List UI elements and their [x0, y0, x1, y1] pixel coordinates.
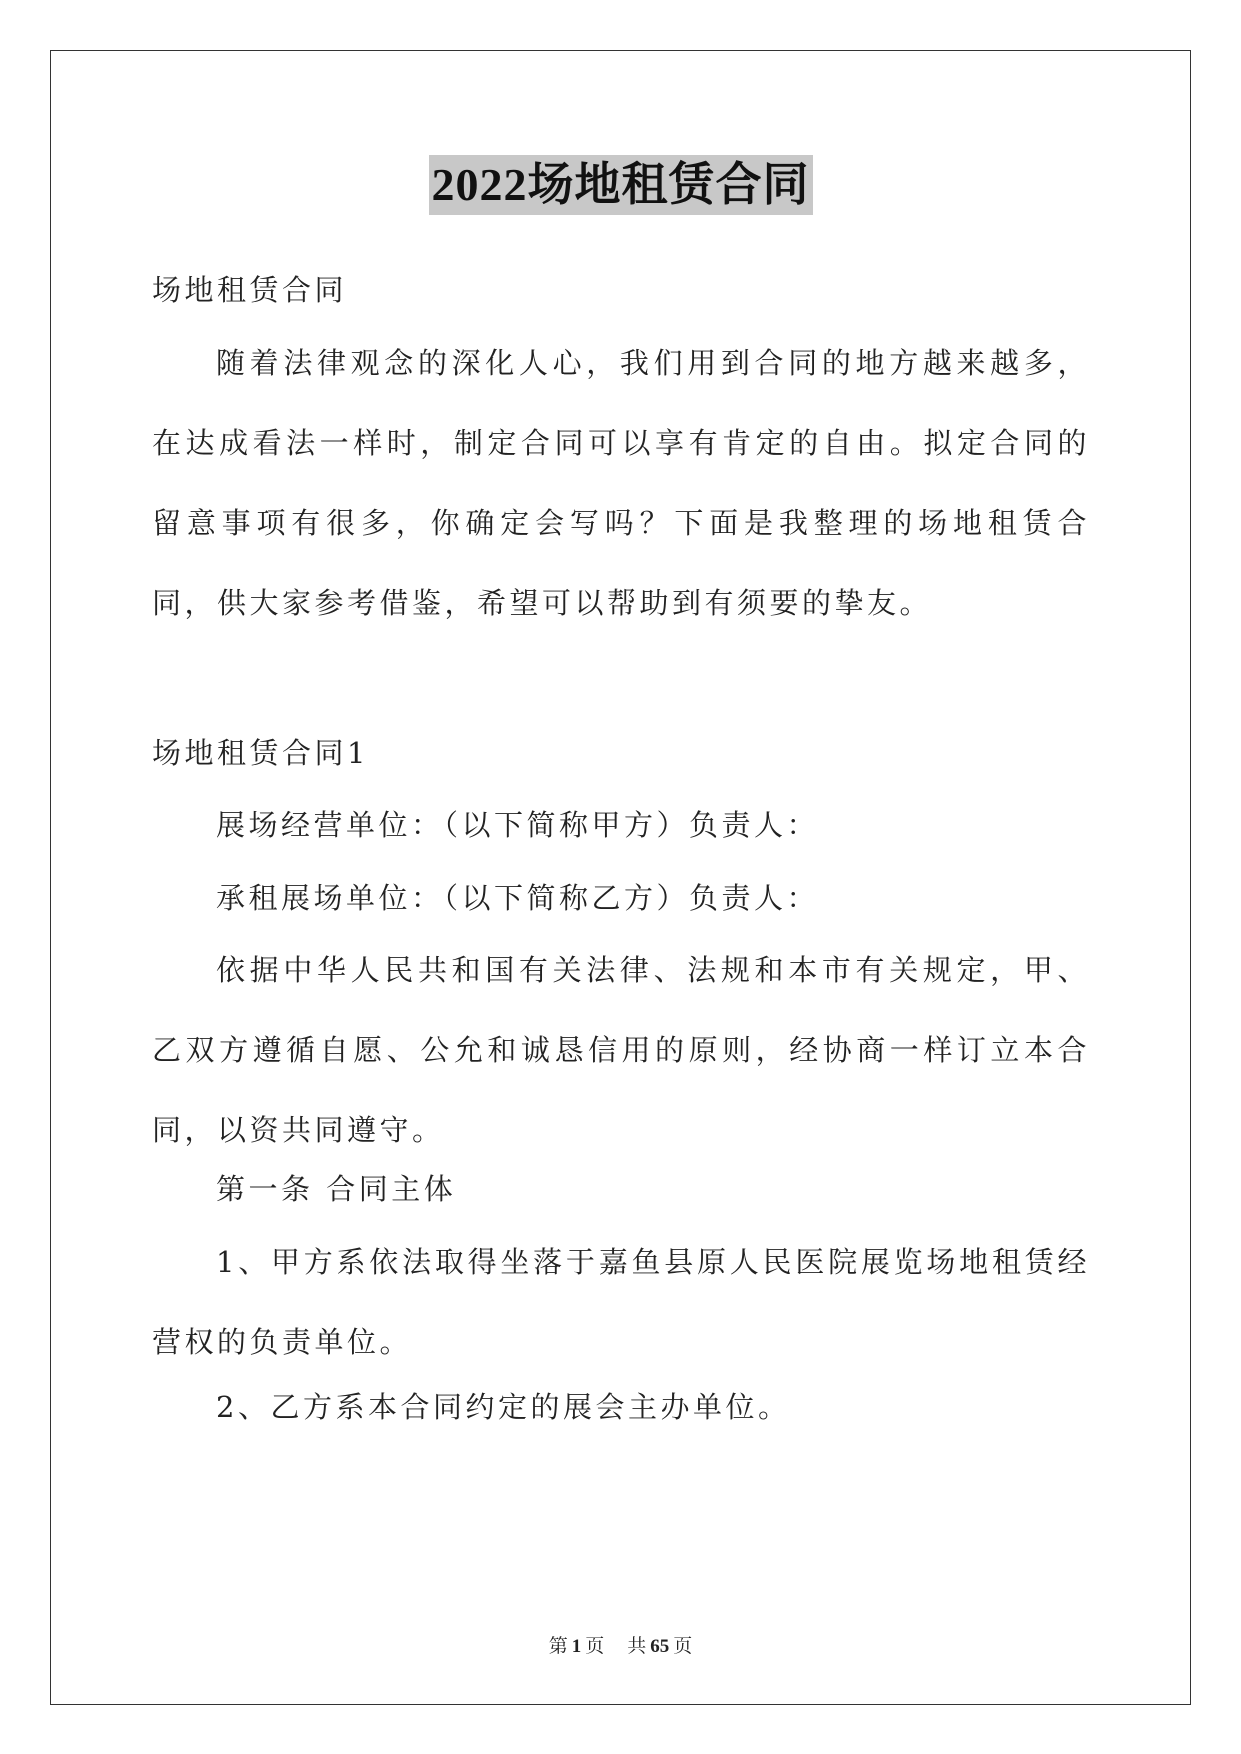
page-footer	[0, 1631, 1241, 1658]
total-suffix: 页	[673, 1636, 693, 1657]
intro-paragraph: 随着法律观念的深化人心，我们用到合同的地方越来越多，在达成看法一样时，制定合同可以享有肯定的自由。拟定合同的留意事项有很多，你确定会写吗？下面是我整理的场地租赁合同，供大家参考借鉴，希望可以帮助到有须要的挚友。	[152, 346, 1090, 620]
document-title: 2022场地租赁合同	[429, 155, 813, 215]
title-wrap	[0, 155, 1241, 215]
basis-paragraph: 依据中华人民共和国有关法律、法规和本市有关规定，甲、乙双方遵循自愿、公允和诚恳信用的原则，经协商一样订立本合同，以资共同遵守。	[152, 953, 1090, 1147]
article-heading: 第一条 合同主体	[216, 1172, 457, 1206]
total-prefix: 共	[627, 1636, 647, 1657]
party-a-line: 展场经营单位：（以下简称甲方）负责人：	[216, 808, 820, 842]
clause-2: 2、乙方系本合同约定的展会主办单位。	[216, 1390, 791, 1424]
document-subtitle: 场地租赁合同	[152, 273, 348, 307]
page-number: 1	[571, 1636, 582, 1657]
page-prefix: 第	[548, 1636, 568, 1657]
party-b-line: 承租展场单位：（以下简称乙方）负责人：	[216, 881, 820, 915]
clause-1: 1、甲方系依法取得坐落于嘉鱼县原人民医院展览场地租赁经营权的负责单位。	[152, 1245, 1090, 1359]
page-suffix: 页	[585, 1636, 605, 1657]
section-heading: 场地租赁合同1	[152, 736, 369, 770]
total-pages: 65	[650, 1636, 670, 1657]
